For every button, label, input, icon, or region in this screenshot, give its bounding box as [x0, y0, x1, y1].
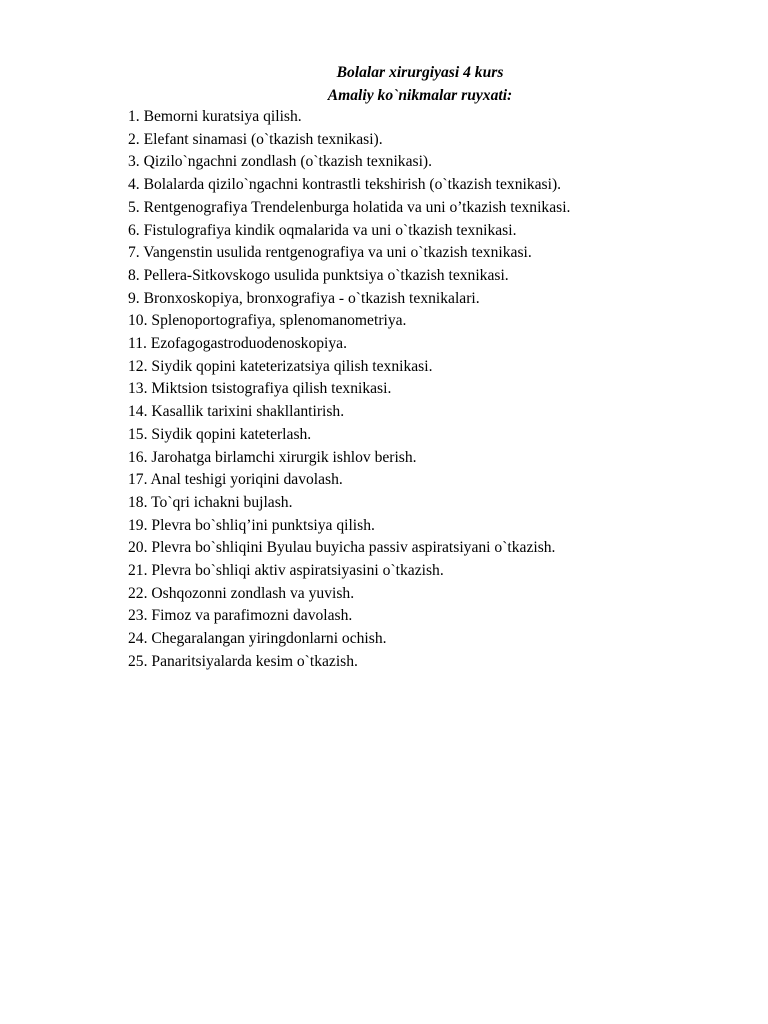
document-header [128, 61, 712, 107]
list-item: 15. Siydik qopini kateterlash. [128, 425, 312, 443]
list-item: 11. Ezofagogastroduodenoskopiya. [128, 335, 347, 353]
list-item: 8. Pellera-Sitkovskogo usulida punktsiya o`tkazish texnikasi. [128, 266, 509, 284]
list-item: 12. Siydik qopini kateterizatsiya qilish texnikasi. [128, 357, 433, 375]
document-subtitle: Amaliy ko`nikmalar ruyxati: [327, 87, 513, 104]
list-item: 23. Fimoz va parafimozni davolash. [128, 607, 353, 625]
list-item: 19. Plevra bo`shliq’ini punktsiya qilish. [128, 516, 375, 534]
list-item: 24. Chegaralangan yiringdonlarni ochish. [128, 630, 387, 648]
list-item: 1. Bemorni kuratsiya qilish. [128, 108, 302, 125]
list-item: 13. Miktsion tsistografiya qilish texnikasi. [128, 380, 392, 398]
list-item: 3. Qizilo`ngachni zondlash (o`tkazish texnikasi). [128, 153, 432, 171]
list-item: 4. Bolalarda qizilo`ngachni kontrastli tekshirish (o`tkazish texnikasi). [128, 176, 562, 194]
skills-list [128, 106, 658, 674]
list-item: 6. Fistulografiya kindik oqmalarida va uni o`tkazish texnikasi. [128, 221, 517, 239]
list-item: 25. Panaritsiyalarda kesim o`tkazish. [128, 652, 358, 670]
list-item: 22. Oshqozonni zondlash va yuvish. [128, 584, 355, 602]
list-item: 21. Plevra bo`shliqi aktiv aspiratsiyasini o`tkazish. [128, 562, 444, 580]
list-item: 7. Vangenstin usulida rentgenografiya va uni o`tkazish texnikasi. [128, 244, 532, 262]
list-item: 20. Plevra bo`shliqini Byulau buyicha passiv aspiratsiyani o`tkazish. [128, 539, 556, 557]
list-item: 16. Jarohatga birlamchi xirurgik ishlov berish. [128, 448, 417, 466]
list-item: 5. Rentgenografiya Trendelenburga holatida va uni o’tkazish texnikasi. [128, 198, 571, 216]
document-title: Bolalar xirurgiyasi 4 kurs [336, 64, 504, 81]
list-item: 2. Elefant sinamasi (o`tkazish texnikasi). [128, 130, 383, 148]
list-item: 14. Kasallik tarixini shakllantirish. [128, 403, 345, 421]
list-item: 10. Splenoportografiya, splenomanometriya. [128, 312, 407, 330]
list-item: 17. Anal teshigi yoriqini davolash. [128, 471, 343, 489]
list-item: 18. To`qri ichakni bujlash. [128, 493, 293, 511]
list-item: 9. Bronxoskopiya, bronxografiya - o`tkazish texnikalari. [128, 289, 480, 307]
